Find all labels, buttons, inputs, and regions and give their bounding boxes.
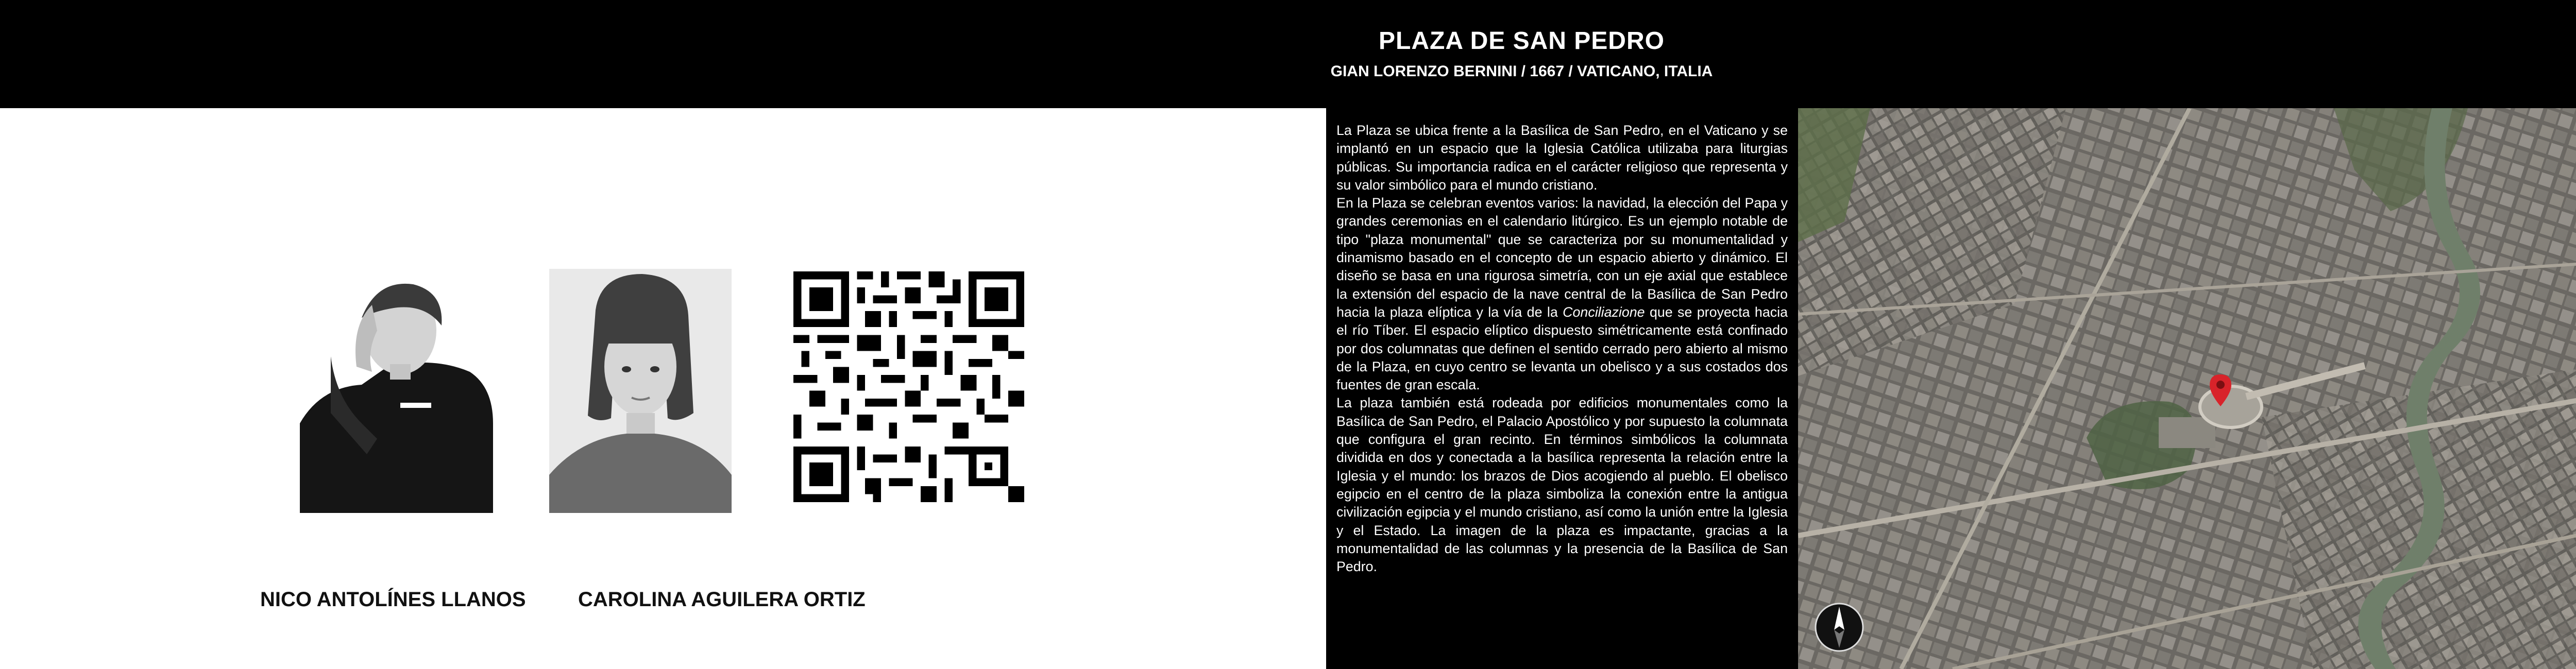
header-banner bbox=[0, 0, 2576, 108]
description-paragraph-2-start: En la Plaza se celebran eventos varios: la navidad, la elección del Papa y grandes ceremonias en el calendario litúrgico. Es un ejemplo notable de tipo "plaza monumental" que se caracteriza por su monumentalidad y dinamismo basado en el concepto de un espacio abierto y dinámico. El diseño se basa en una rigurosa simetría, con un eje axial que establece la extensión del espacio de la nave central de la Basílica de San Pedro hacia la plaza elíptica y la vía de la bbox=[1336, 195, 1788, 320]
aerial-map-image bbox=[1798, 108, 2576, 669]
author-name-1: NICO ANTOLÍNES LLANOS bbox=[260, 588, 526, 611]
description-panel bbox=[1326, 108, 1798, 669]
description-paragraph-2-italic: Conciliazione bbox=[1563, 304, 1645, 320]
page-title: PLAZA DE SAN PEDRO bbox=[1379, 27, 1665, 55]
description-paragraph-2 bbox=[1336, 194, 1788, 394]
description-paragraph-1: La Plaza se ubica frente a la Basílica de San Pedro, en el Vaticano y se implantó en un espacio que la Iglesia Católica utilizaba para liturgias públicas. Su importancia radica en el carácter religioso que representa y su valor simbólico para el mundo cristiano. bbox=[1336, 123, 1788, 193]
compass-icon bbox=[1814, 602, 1865, 653]
author-photo-carolina bbox=[549, 269, 732, 513]
page-subtitle: GIAN LORENZO BERNINI / 1667 / VATICANO, ITALIA bbox=[1330, 63, 1713, 80]
map-pin-icon bbox=[2210, 374, 2231, 406]
description-paragraph-3: La plaza también está rodeada por edificios monumentales como la Basílica de San Pedro, el Palacio Apostólico y por supuesto la columnata que configura el gran recinto. En términos simbólicos la columnata dividida en dos y conectada a la basílica representa la relación entre la Iglesia y el mundo: los brazos de Dios acogiendo al pueblo. El obelisco egipcio en el centro de la plaza simboliza la conexión entre la antigua civilización egipcia y el mundo cristiano, así como la unión entre la Iglesia y el Estado. La imagen de la plaza es impactante, gracias a la monumentalidad de las columnas y la presencia de la Basílica de San Pedro. bbox=[1336, 395, 1788, 575]
description-paragraph-2-end: que se proyecta hacia el río Tíber. El espacio elíptico dispuesto simétricamente está confinado por dos columnatas que definen el sentido cerrado pero abierto al mismo de la Plaza, en cuyo centro se levanta un obelisco y a sus costados dos fuentes de gran escala. bbox=[1336, 304, 1788, 393]
author-photo-nico bbox=[300, 269, 493, 513]
qr-code-icon[interactable] bbox=[793, 271, 1024, 502]
author-name-2: CAROLINA AGUILERA ORTIZ bbox=[578, 588, 866, 611]
